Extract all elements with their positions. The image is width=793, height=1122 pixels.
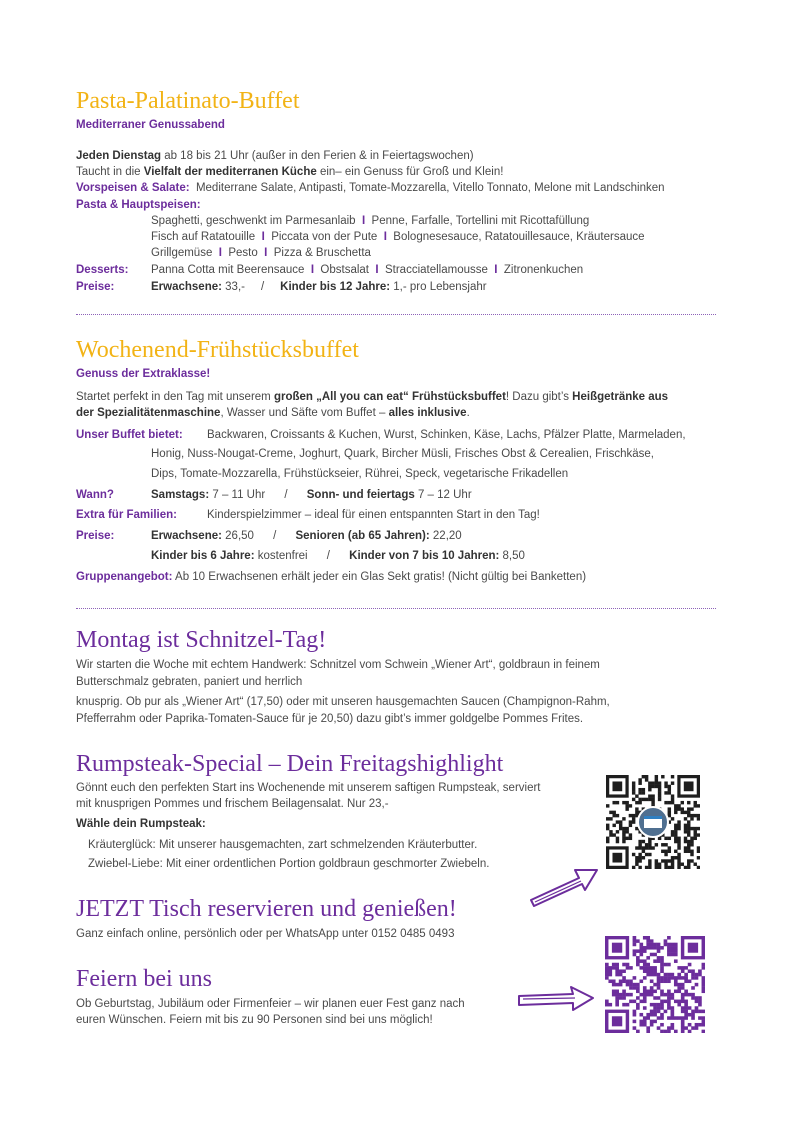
rumpsteak-title: Rumpsteak-Special – Dein Freitagshighlight [76,751,504,777]
rumpsteak-choose: Wähle dein Rumpsteak: [76,818,206,830]
breakfast-title: Wochenend-Frühstücksbuffet [76,337,359,363]
breakfast-family-text: Kinderspielzimmer – ideal für einen entspannten Start in den Tag! [207,509,540,521]
pasta-starters: Vorspeisen & Salate: Mediterrane Salate, Antipasti, Tomate-Mozzarella, Vitello Tonnato, Melone mit Landschinken [76,182,665,194]
breakfast-buffet-line-1: Backwaren, Croissants & Kuchen, Wurst, Schinken, Käse, Lachs, Pfälzer Platte, Marmeladen, [207,429,686,441]
schnitzel-text-line-1: Wir starten die Woche mit echtem Handwerk: Schnitzel vom Schwein „Wiener Art“, goldbraun in feinem [76,659,600,671]
breakfast-prices-line-2: Kinder bis 6 Jahre: kostenfrei / Kinder von 7 bis 10 Jahren: 8,50 [151,550,525,562]
breakfast-intro-line-1: Startet perfekt in den Tag mit unserem großen „All you can eat“ Frühstücksbuffet! Dazu gibt’s Heißgetränke aus [76,391,669,403]
reserve-text: Ganz einfach online, persönlich oder per WhatsApp unter 0152 0485 0493 [76,928,455,940]
rumpsteak-option-1: Kräuterglück: Mit unserer hausgemachten, zart schmelzenden Kräuterbutter. [88,839,478,851]
section-divider [76,608,716,609]
celebrate-text-line-2: euren Wünschen. Feiern mit bis zu 90 Personen sind bei uns möglich! [76,1014,433,1026]
pasta-prices: Erwachsene: 33,- / Kinder bis 12 Jahre: 1,- pro Lebensjahr [151,281,487,293]
breakfast-family-label: Extra für Familien: [76,509,177,521]
celebrate-text-line-1: Ob Geburtstag, Jubiläum oder Firmenfeier – wir planen euer Fest ganz nach [76,998,465,1010]
breakfast-prices-line-1: Erwachsene: 26,50 / Senioren (ab 65 Jahren): 22,20 [151,530,462,542]
schnitzel-text-line-3: knusprig. Ob pur als „Wiener Art“ (17,50) oder mit unseren hausgemachten Saucen (Champignon-Rahm, [76,696,610,708]
section-divider [76,314,716,315]
breakfast-buffet-label: Unser Buffet bietet: [76,429,183,441]
breakfast-group-offer: Gruppenangebot: Ab 10 Erwachsenen erhält jeder ein Glas Sekt gratis! (Nicht gültig bei Banketten) [76,571,587,583]
breakfast-buffet-line-3: Dips, Tomate-Mozzarella, Frühstückseier, Rührei, Speck, vegetarische Frikadellen [151,468,569,480]
breakfast-prices-label: Preise: [76,530,115,542]
pasta-mains-label: Pasta & Hauptspeisen: [76,199,201,211]
breakfast-when: Samstags: 7 – 11 Uhr / Sonn- und feiertags 7 – 12 Uhr [151,489,472,501]
rumpsteak-text-line-2: mit knusprigen Pommes und frischem Beilagensalat. Nur 23,- [76,798,389,810]
pasta-when: Jeden Dienstag ab 18 bis 21 Uhr (außer in den Ferien & in Feiertagswochen) [76,150,474,162]
rumpsteak-option-2: Zwiebel-Liebe: Mit einer ordentlichen Portion goldbraun geschmorter Zwiebeln. [88,858,490,870]
hand-drawn-arrow-icon [515,984,597,1018]
qr-code-icon[interactable] [605,936,705,1033]
breakfast-buffet-line-2: Honig, Nuss-Nougat-Creme, Joghurt, Quark, Bircher Müsli, Frisches Obst & Cerealien, Frischkäse, [151,448,654,460]
pasta-mains-line-1: Spaghetti, geschwenkt im Parmesanlaib I Penne, Farfalle, Tortellini mit Ricottafüllung [151,215,590,227]
qr-code-icon[interactable] [606,775,700,869]
pasta-subtitle: Mediterraner Genussabend [76,119,225,131]
pasta-mains-line-3: Grillgemüse I Pesto I Pizza & Bruschetta [151,247,371,259]
breakfast-subtitle: Genuss der Extraklasse! [76,368,211,380]
pasta-desserts-label: Desserts: [76,264,129,276]
schnitzel-title: Montag ist Schnitzel-Tag! [76,627,327,653]
schnitzel-text-line-4: Pfefferrahm oder Paprika-Tomaten-Sauce für je 20,50) dazu gibt’s immer goldgelbe Pommes Frites. [76,713,584,725]
celebrate-title: Feiern bei uns [76,966,212,992]
pasta-mains-line-2: Fisch auf Ratatouille I Piccata von der Pute I Bolognesesauce, Ratatouillesauce, Kräutersauce [151,231,645,243]
breakfast-when-label: Wann? [76,489,114,501]
reserve-title: JETZT Tisch reservieren und genießen! [76,896,457,922]
schnitzel-text-line-2: Butterschmalz gebraten, paniert und herrlich [76,676,303,688]
rumpsteak-text-line-1: Gönnt euch den perfekten Start ins Wochenende mit unserem saftigen Rumpsteak, serviert [76,782,541,794]
pasta-prices-label: Preise: [76,281,115,293]
breakfast-intro-line-2: der Spezialitätenmaschine, Wasser und Säfte vom Buffet – alles inklusive. [76,407,470,419]
pasta-intro: Taucht in die Vielfalt der mediterranen Küche ein– ein Genuss für Groß und Klein! [76,166,504,178]
pasta-title: Pasta-Palatinato-Buffet [76,88,300,114]
pasta-desserts: Panna Cotta mit Beerensauce I Obstsalat I Stracciatellamousse I Zitronenkuchen [151,264,584,276]
hand-drawn-arrow-icon [525,860,603,910]
